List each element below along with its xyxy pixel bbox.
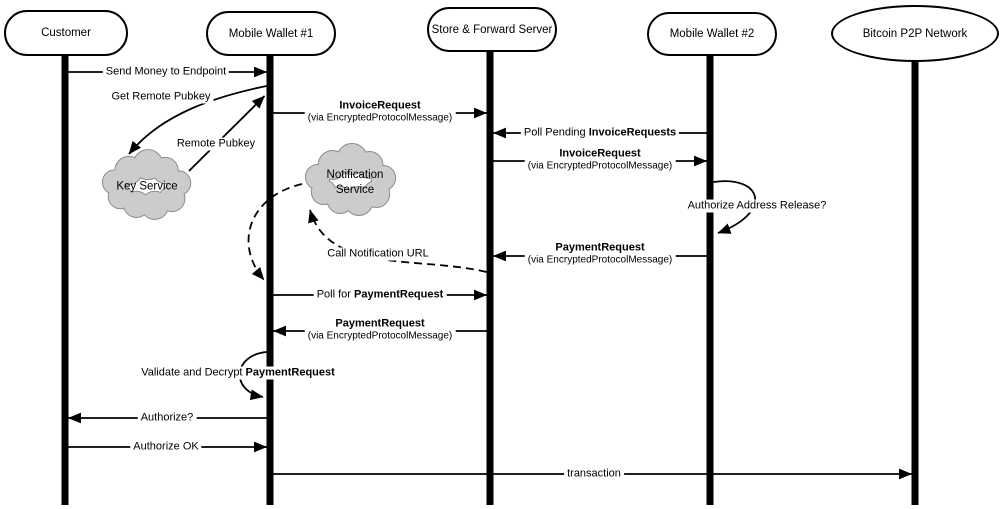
actor-label-customer: Customer (41, 27, 91, 39)
notification-service-label (327, 168, 384, 198)
actor-head-mobile-wallet-1 (206, 11, 336, 56)
message-label-authorize-question: Authorize? (138, 412, 197, 425)
message-text-bold: InvoiceRequest (559, 147, 641, 160)
message-text-bold: PaymentRequest (335, 317, 425, 330)
key-service-label: Key Service (116, 180, 178, 193)
notification-service-label-line2: Service (335, 184, 375, 196)
message-label-authorize-address-release: Authorize Address Release? (685, 200, 830, 213)
message-text: Poll for (316, 288, 355, 301)
notification-service-label-line1: Notification (326, 169, 384, 182)
message-text-bold: PaymentRequest (555, 241, 645, 254)
message-text: Validate and Decrypt (141, 366, 246, 379)
message-label-payment-request-2 (305, 318, 456, 343)
actor-head-mobile-wallet-2 (647, 12, 777, 56)
lifeline-mobile-wallet-2 (707, 54, 714, 505)
message-text: Poll Pending (523, 126, 589, 139)
message-label-remote-pubkey: Remote Pubkey (174, 138, 258, 151)
message-label-invoice-request-2 (525, 148, 676, 173)
message-label-get-remote-pubkey: Get Remote Pubkey (108, 91, 213, 104)
message-text-bold: InvoiceRequest (339, 99, 421, 112)
actor-label-bitcoin-p2p-network: Bitcoin P2P Network (862, 27, 968, 40)
actor-label-store-forward-server: Store & Forward Server (431, 23, 553, 36)
message-label-send-money: Send Money to Endpoint (103, 66, 229, 79)
actor-label-mobile-wallet-1: Mobile Wallet #1 (228, 27, 314, 40)
message-label-call-notification-url: Call Notification URL (324, 248, 431, 261)
actor-head-store-forward-server (427, 7, 557, 52)
message-text-sub: (via EncryptedProtocolMessage) (527, 160, 673, 172)
message-label-invoice-request-1 (305, 100, 456, 125)
actor-head-customer (4, 10, 128, 56)
arrow-remote-pubkey (189, 96, 265, 171)
lifeline-bitcoin-p2p-network (912, 60, 919, 505)
message-label-transaction: transaction (564, 468, 624, 481)
message-text-sub: (via EncryptedProtocolMessage) (307, 330, 453, 342)
message-label-validate-decrypt (138, 367, 338, 380)
message-text-bold: InvoiceRequests (588, 126, 677, 139)
message-label-poll-pending-invoice-requests (521, 127, 679, 140)
message-label-payment-request-1 (525, 242, 676, 267)
message-text-bold: PaymentRequest (245, 366, 335, 379)
lifeline-mobile-wallet-1 (267, 54, 274, 505)
actor-label-mobile-wallet-2: Mobile Wallet #2 (669, 28, 755, 40)
message-label-authorize-ok: Authorize OK (130, 441, 201, 454)
lifeline-store-forward-server (487, 50, 494, 505)
lifeline-customer (62, 54, 69, 505)
message-text-bold: PaymentRequest (354, 288, 444, 301)
message-text-sub: (via EncryptedProtocolMessage) (527, 254, 673, 266)
message-text-sub: (via EncryptedProtocolMessage) (307, 112, 453, 124)
actor-head-bitcoin-p2p-network (831, 5, 999, 62)
message-label-poll-for-payment-request (314, 289, 447, 302)
arrow-notification-to-wallet1 (249, 184, 302, 280)
arrow-call-notification-url (310, 210, 487, 272)
